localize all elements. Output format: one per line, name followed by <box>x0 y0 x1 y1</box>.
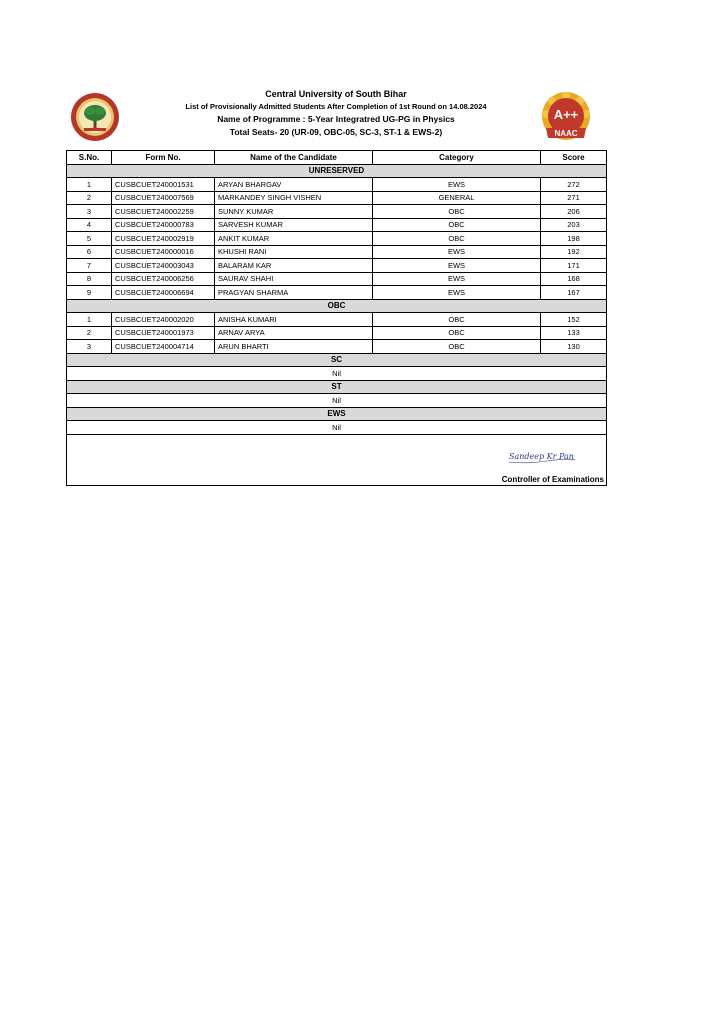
form-no-cell: CUSBCUET240004714 <box>112 340 215 354</box>
candidate-name-cell: SARVESH KUMAR <box>215 218 373 232</box>
nil-cell: Nil <box>67 367 607 381</box>
form-no-cell: CUSBCUET240006694 <box>112 286 215 300</box>
table-row <box>67 205 607 219</box>
table-row <box>67 313 607 327</box>
section-title: ST <box>67 380 607 394</box>
candidate-name-cell: ARUN BHARTI <box>215 340 373 354</box>
form-no-cell: CUSBCUET240001531 <box>112 178 215 192</box>
score-cell: 192 <box>541 245 607 259</box>
sno-cell: 1 <box>67 313 112 327</box>
admitted-students-table <box>66 150 607 486</box>
list-title: List of Provisionally Admitted Students After Completion of 1st Round on 14.08.2024 <box>185 102 487 111</box>
score-cell: 271 <box>541 191 607 205</box>
nil-cell: Nil <box>67 394 607 408</box>
table-row <box>67 326 607 340</box>
candidate-name-cell: MARKANDEY SINGH VISHEN <box>215 191 373 205</box>
sno-cell: 5 <box>67 232 112 246</box>
sno-cell: 4 <box>67 218 112 232</box>
section-header-row <box>67 353 607 367</box>
score-cell: 203 <box>541 218 607 232</box>
university-name: Central University of South Bihar <box>265 89 407 99</box>
programme-name: Name of Programme : 5-Year Integratred UG-PG in Physics <box>217 114 455 124</box>
section-header-row <box>67 380 607 394</box>
score-cell: 171 <box>541 259 607 273</box>
section-header-row <box>67 164 607 178</box>
candidate-name-cell: SAURAV SHAHI <box>215 272 373 286</box>
section-title: UNRESERVED <box>67 164 607 178</box>
category-cell: EWS <box>373 178 541 192</box>
form-no-cell: CUSBCUET240007569 <box>112 191 215 205</box>
candidate-name-cell: SUNNY KUMAR <box>215 205 373 219</box>
score-cell: 198 <box>541 232 607 246</box>
sno-cell: 3 <box>67 205 112 219</box>
category-cell: OBC <box>373 326 541 340</box>
sno-cell: 3 <box>67 340 112 354</box>
category-cell: EWS <box>373 245 541 259</box>
form-no-cell: CUSBCUET240000783 <box>112 218 215 232</box>
score-cell: 272 <box>541 178 607 192</box>
sno-cell: 1 <box>67 178 112 192</box>
sno-cell: 9 <box>67 286 112 300</box>
table-row <box>67 232 607 246</box>
sno-cell: 2 <box>67 326 112 340</box>
svg-text:NAAC: NAAC <box>554 129 578 138</box>
score-cell: 168 <box>541 272 607 286</box>
nil-row <box>67 394 607 408</box>
form-no-cell: CUSBCUET240002919 <box>112 232 215 246</box>
score-cell: 130 <box>541 340 607 354</box>
candidate-name-cell: ARNAV ARYA <box>215 326 373 340</box>
signature-cell <box>67 434 607 485</box>
table-row <box>67 218 607 232</box>
category-cell: OBC <box>373 232 541 246</box>
signature-image <box>507 443 577 467</box>
column-header-candidate-name: Name of the Candidate <box>215 151 373 165</box>
svg-text:Sandeep Kr Pan: Sandeep Kr Pan <box>509 451 574 461</box>
category-cell: EWS <box>373 286 541 300</box>
column-header-category: Category <box>373 151 541 165</box>
section-title: SC <box>67 353 607 367</box>
sno-cell: 8 <box>67 272 112 286</box>
table-header-row <box>67 151 607 165</box>
form-no-cell: CUSBCUET240000016 <box>112 245 215 259</box>
table-row <box>67 340 607 354</box>
category-cell: EWS <box>373 272 541 286</box>
form-no-cell: CUSBCUET240001973 <box>112 326 215 340</box>
table-row <box>67 286 607 300</box>
svg-text:A++: A++ <box>553 107 579 122</box>
sno-cell: 6 <box>67 245 112 259</box>
candidate-name-cell: KHUSHI RANI <box>215 245 373 259</box>
total-seats: Total Seats- 20 (UR-09, OBC-05, SC-3, ST-1 & EWS-2) <box>229 127 443 137</box>
sno-cell: 7 <box>67 259 112 273</box>
document-header <box>66 88 606 150</box>
controller-of-examinations: Controller of Examinations <box>501 474 604 484</box>
nil-row <box>67 367 607 381</box>
table-row <box>67 259 607 273</box>
nil-row <box>67 421 607 435</box>
score-cell: 206 <box>541 205 607 219</box>
category-cell: OBC <box>373 218 541 232</box>
category-cell: OBC <box>373 313 541 327</box>
category-cell: OBC <box>373 340 541 354</box>
category-cell: GENERAL <box>373 191 541 205</box>
candidate-name-cell: ANKIT KUMAR <box>215 232 373 246</box>
table-row <box>67 178 607 192</box>
table-body <box>67 164 607 434</box>
sno-cell: 2 <box>67 191 112 205</box>
table-row <box>67 191 607 205</box>
naac-badge-icon <box>540 90 592 146</box>
university-logo-icon <box>70 92 120 142</box>
signature-row <box>67 434 607 485</box>
document-page <box>66 88 606 486</box>
candidate-name-cell: ANISHA KUMARI <box>215 313 373 327</box>
section-title: OBC <box>67 299 607 313</box>
form-no-cell: CUSBCUET240002020 <box>112 313 215 327</box>
column-header-form-no: Form No. <box>112 151 215 165</box>
candidate-name-cell: ARYAN BHARGAV <box>215 178 373 192</box>
table-row <box>67 245 607 259</box>
section-header-row <box>67 407 607 421</box>
column-header-score: Score <box>541 151 607 165</box>
form-no-cell: CUSBCUET240003043 <box>112 259 215 273</box>
candidate-name-cell: BALARAM KAR <box>215 259 373 273</box>
candidate-name-cell: PRAGYAN SHARMA <box>215 286 373 300</box>
column-header-sno: S.No. <box>67 151 112 165</box>
form-no-cell: CUSBCUET240006256 <box>112 272 215 286</box>
table-row <box>67 272 607 286</box>
section-header-row <box>67 299 607 313</box>
form-no-cell: CUSBCUET240002259 <box>112 205 215 219</box>
score-cell: 133 <box>541 326 607 340</box>
nil-cell: Nil <box>67 421 607 435</box>
category-cell: EWS <box>373 259 541 273</box>
score-cell: 167 <box>541 286 607 300</box>
score-cell: 152 <box>541 313 607 327</box>
section-title: EWS <box>67 407 607 421</box>
category-cell: OBC <box>373 205 541 219</box>
